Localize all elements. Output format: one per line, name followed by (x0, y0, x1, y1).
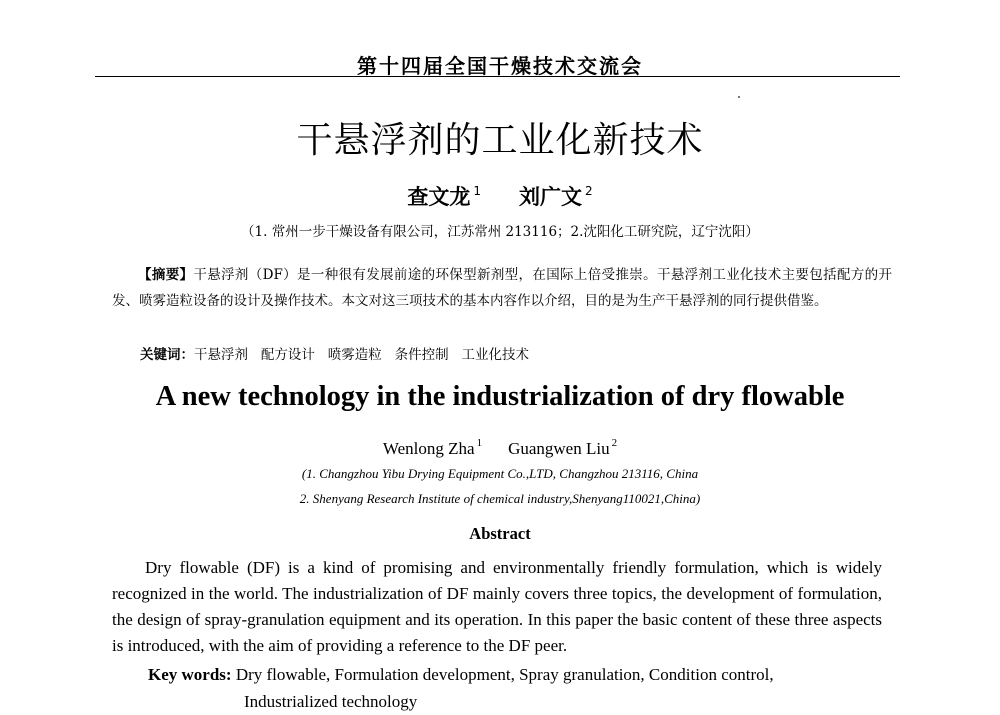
speck (738, 96, 740, 98)
chinese-author-2-sup: 2 (585, 184, 593, 198)
chinese-author-1: 查文龙 (407, 185, 471, 209)
chinese-author-2: 刘广文 (519, 185, 582, 209)
english-title: A new technology in the industrialization of dry flowable (155, 381, 845, 412)
conference-header: 第十四届全国干燥技术交流会 (357, 54, 643, 78)
chinese-authors (0, 181, 1000, 211)
chinese-keywords (140, 343, 529, 363)
english-author-1: Wenlong Zha (382, 439, 475, 458)
english-affiliation-1: (1. Changzhou Yibu Drying Equipment Co.,LTD, Changzhou 213116, China (301, 466, 699, 481)
chinese-keywords-label: 关键词： (140, 347, 194, 363)
chinese-abstract (112, 262, 892, 314)
english-author-2-sup: 2 (611, 437, 618, 449)
chinese-abstract-text: 干悬浮剂（DF）是一种很有发展前途的环保型新剂型，在国际上倍受推崇。干悬浮剂工业化技术主要包括配方的开发、喷雾造粒设备的设计及操作技术。本文对这三项技术的基本内容作以介绍，目的是为生产干悬浮剂的同行提供借鉴。 (112, 267, 892, 309)
chinese-abstract-label: 【摘要】 (138, 267, 194, 283)
chinese-keywords-text: 干悬浮剂 配方设计 喷雾造粒 条件控制 工业化技术 (194, 347, 529, 363)
abstract-heading: Abstract (469, 524, 531, 543)
english-affiliation-2: 2. Shenyang Research Institute of chemical industry,Shenyang110021,China) (299, 491, 701, 506)
english-author-1-sup: 1 (476, 437, 483, 449)
english-abstract: Dry flowable (DF) is a kind of promising and environmentally friendly formulation, which is widely recognized in the world. The industrialization of DF mainly covers three topics, the development of formulation, the design of spray-granulation equipment and its operation. In this paper the basic content of these three aspects is introduced, with the aim of providing a reference to the DF peer. (112, 558, 882, 655)
english-keywords (148, 661, 774, 715)
english-keywords-line2: Industrialized technology (244, 692, 418, 711)
chinese-affiliation: （1. 常州一步干燥设备有限公司，江苏常州 213116；2.沈阳化工研究院，辽宁沈阳） (241, 224, 759, 240)
english-keywords-label: Key words: (148, 665, 232, 684)
english-authors (0, 437, 1000, 459)
header-rule (95, 76, 900, 77)
chinese-title: 干悬浮剂的工业化新技术 (296, 120, 704, 161)
chinese-author-1-sup: 1 (473, 184, 481, 198)
english-author-2: Guangwen Liu (508, 439, 610, 458)
english-keywords-line1: Dry flowable, Formulation development, Spray granulation, Condition control, (235, 665, 774, 684)
